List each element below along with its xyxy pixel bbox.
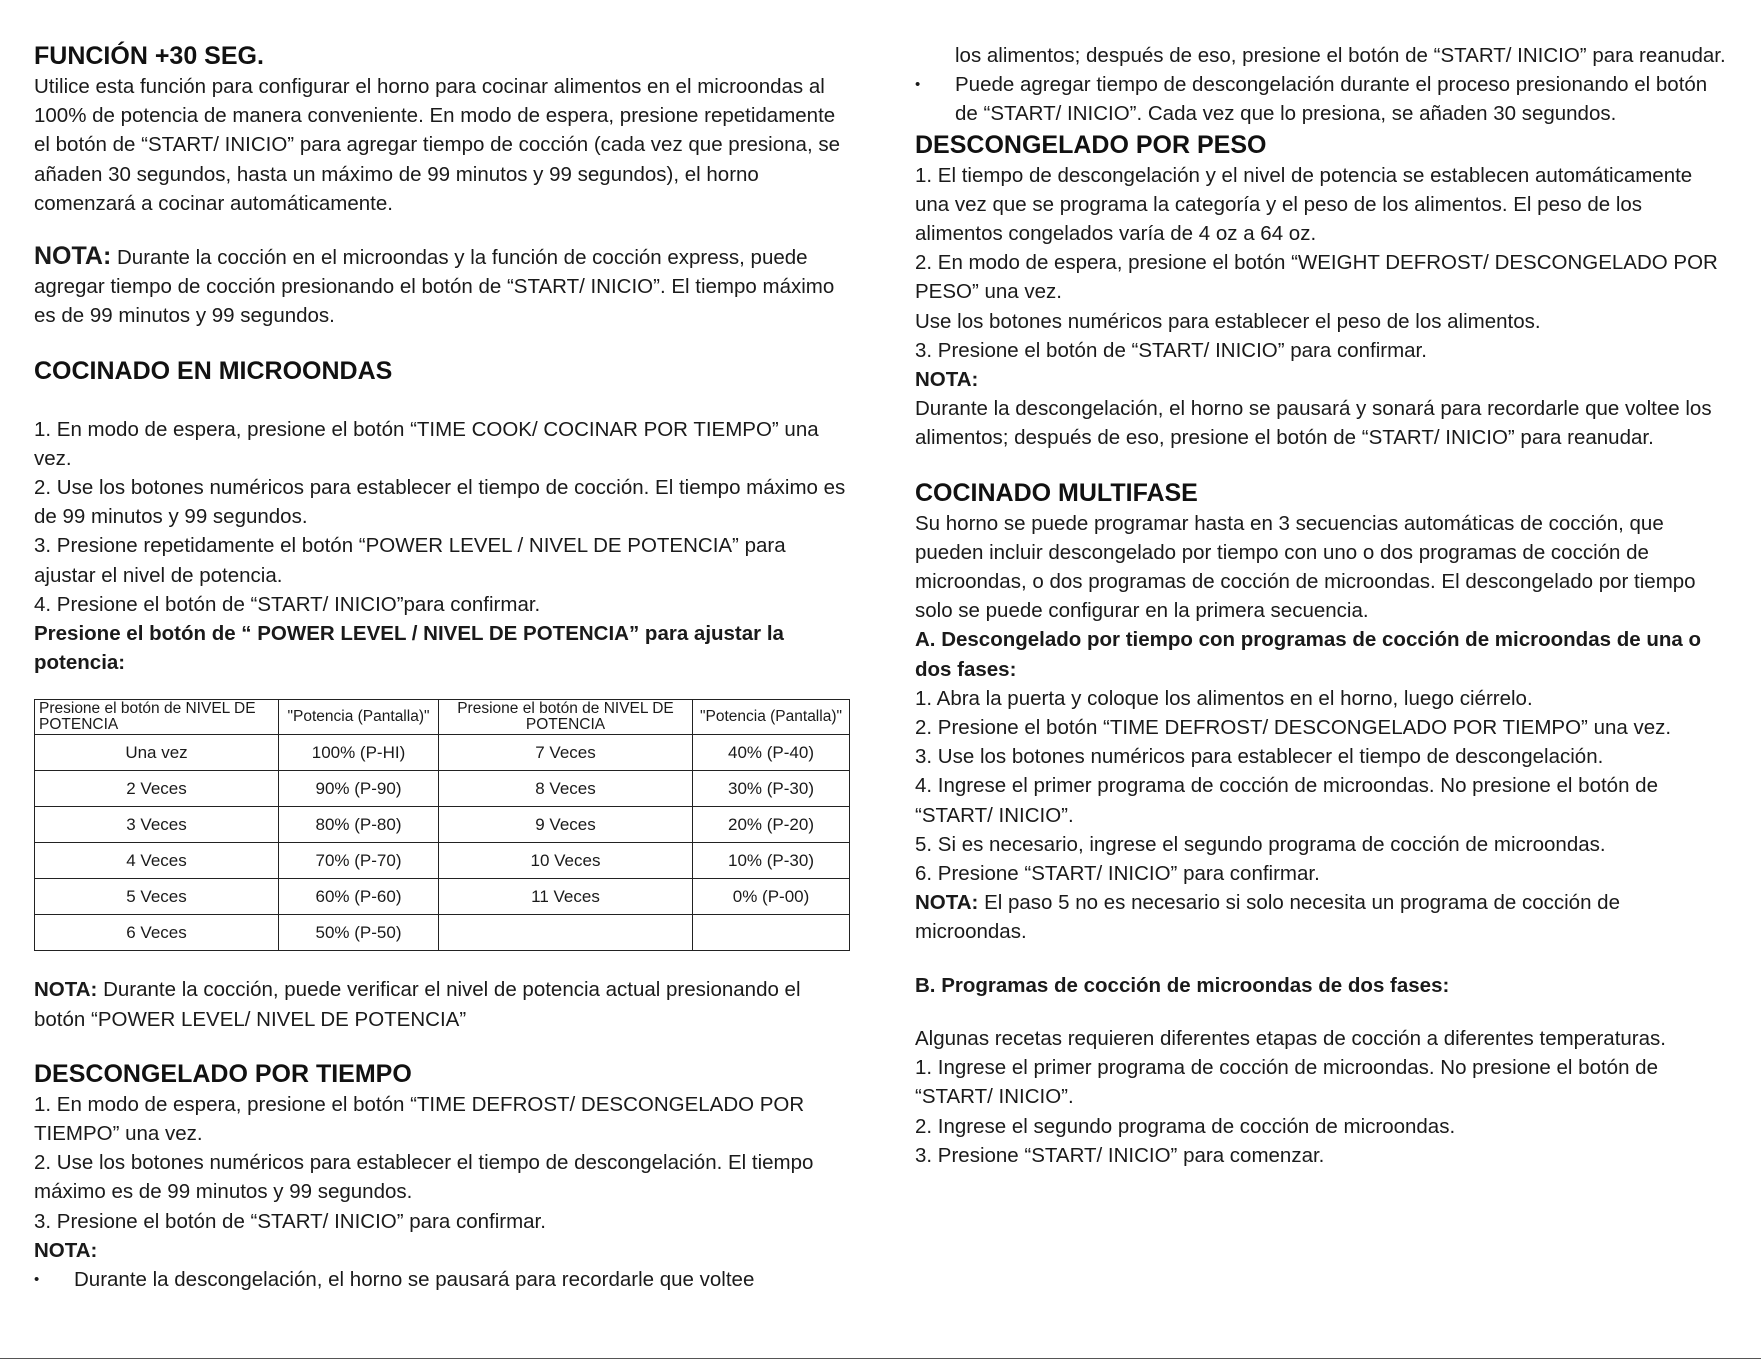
desc-tiempo-bullets-cont (915, 70, 1727, 128)
table-row (35, 735, 850, 771)
table-cell: 6 Veces (35, 915, 279, 951)
funcion-body: Utilice esta función para configurar el horno para cocinar alimentos en el microondas al 100% de potencia de manera conveniente. En modo de espera, presione repetidamente el botón de “START/ INICIO” para agregar tiempo de cocción (cada vez que presiona, se añaden 30 segundos, hasta un máximo de 99 minutos y 99 segundos), el horno comenzará a cocinar automáticamente. (34, 75, 840, 215)
multifase-b-intro: Algunas recetas requieren diferentes etapas de cocción a diferentes temperaturas. (915, 1026, 1666, 1050)
desc-peso-line: Use los botones numéricos para establecer el peso de los alimentos. (915, 309, 1541, 333)
desc-peso-line: 2. En modo de espera, presione el botón “WEIGHT DEFROST/ DESCONGELADO POR PESO” una vez. (915, 251, 1718, 304)
multifase-a-step: 1. Abra la puerta y coloque los alimentos en el horno, luego ciérrelo. (915, 686, 1533, 710)
table-cell: 100% (P-HI) (279, 735, 439, 771)
power-level-table (34, 699, 850, 951)
table-cell: 70% (P-70) (279, 843, 439, 879)
multifase-a-step: 2. Presione el botón “TIME DEFROST/ DESCONGELADO POR TIEMPO” una vez. (915, 716, 1672, 740)
bullet-item: • Durante la descongelación, el horno se pausará para recordarle que voltee (34, 1265, 849, 1294)
table-cell: 60% (P-60) (279, 879, 439, 915)
multifase-a-nota (915, 888, 1727, 946)
table-cell (693, 915, 850, 951)
table-cell: 50% (P-50) (279, 915, 439, 951)
section-title-cocinado: COCINADO EN MICROONDAS (34, 356, 393, 385)
desc-tiempo-step: 1. En modo de espera, presione el botón “TIME DEFROST/ DESCONGELADO POR TIEMPO” una vez. (34, 1092, 805, 1146)
desc-tiempo-step: 2. Use los botones numéricos para establecer el tiempo de descongelación. El tiempo máximo es de 99 minutos y 99 segundos. (34, 1151, 814, 1204)
table-row (35, 915, 850, 951)
section-title-desc-peso: DESCONGELADO POR PESO (915, 130, 1267, 159)
desc-tiempo-nota-label: NOTA: (34, 1238, 98, 1262)
table-cell: 80% (P-80) (279, 807, 439, 843)
table-row (35, 807, 850, 843)
table-row (35, 879, 850, 915)
multifase-b-title: B. Programas de cocción de microondas de dos fases: (915, 973, 1450, 997)
desc-tiempo-bullets (34, 1265, 849, 1294)
table-cell: 9 Veces (439, 807, 693, 843)
nota-1-text: Durante la cocción en el microondas y la función de cocción express, puede agregar tiempo de cocción presionando el botón de “START/ INICIO”. El tiempo máximo es de 99 minutos y 99 segundos. (34, 246, 835, 328)
table-cell: 30% (P-30) (693, 771, 850, 807)
nota-1-label: NOTA: (34, 242, 112, 271)
table-cell: 2 Veces (35, 771, 279, 807)
section-title-multifase: COCINADO MULTIFASE (915, 478, 1198, 507)
table-cell: 3 Veces (35, 807, 279, 843)
table-cell: 40% (P-40) (693, 735, 850, 771)
multifase-a-step: 5. Si es necesario, ingrese el segundo programa de cocción de microondas. (915, 832, 1606, 856)
desc-peso-nota-text: Durante la descongelación, el horno se pausará y sonará para recordarle que voltee los alimentos; después de eso, presione el botón de “START/ INICIO” para reanudar. (915, 397, 1712, 450)
table-header: Presione el botón de NIVEL DE POTENCIA (35, 700, 279, 735)
table-cell: 11 Veces (439, 879, 693, 915)
multifase-a-step: 4. Ingrese el primer programa de cocción de microondas. No presione el botón de “START/ INICIO”. (915, 774, 1658, 827)
nota-2-text: Durante la cocción, puede verificar el nivel de potencia actual presionando el botón “POWER LEVEL/ NIVEL DE POTENCIA” (34, 978, 801, 1031)
multifase-a-step: 3. Use los botones numéricos para establecer el tiempo de descongelación. (915, 745, 1604, 769)
desc-tiempo-step: 3. Presione el botón de “START/ INICIO” para confirmar. (34, 1209, 546, 1233)
multifase-a-title: A. Descongelado por tiempo con programas de cocción de microondas de una o dos fases: (915, 628, 1701, 681)
multifase-a-nota-label: NOTA: (915, 891, 979, 915)
table-cell: 90% (P-90) (279, 771, 439, 807)
left-column (34, 0, 849, 1294)
table-cell: 5 Veces (35, 879, 279, 915)
section-title-funcion: FUNCIÓN +30 SEG. (34, 42, 264, 70)
multifase-b-step: 2. Ingrese el segundo programa de cocción de microondas. (915, 1114, 1456, 1138)
multifase-b-step: 1. Ingrese el primer programa de cocción de microondas. No presione el botón de “START/ INICIO”. (915, 1056, 1658, 1109)
table-cell (439, 915, 693, 951)
multifase-intro: Su horno se puede programar hasta en 3 secuencias automáticas de cocción, que pueden incluir descongelado por tiempo con uno o dos programas de cocción de microondas, o dos programas de cocción de microondas. El descongelado por tiempo solo se puede configurar en la primera secuencia. (915, 511, 1696, 623)
table-header: Presione el botón de NIVEL DE POTENCIA (439, 700, 693, 735)
right-column (915, 0, 1727, 1170)
table-cell: 10 Veces (439, 843, 693, 879)
table-cell: 8 Veces (439, 771, 693, 807)
multifase-a-step: 6. Presione “START/ INICIO” para confirmar. (915, 862, 1320, 886)
cocinado-step: 4. Presione el botón de “START/ INICIO”para confirmar. (34, 592, 541, 616)
multifase-a-nota-text: El paso 5 no es necesario si solo necesita un programa de cocción de microondas. (915, 891, 1620, 944)
cocinado-step: 2. Use los botones numéricos para establecer el tiempo de cocción. El tiempo máximo es de 99 minutos y 99 segundos. (34, 476, 846, 529)
nota-2-label: NOTA: (34, 978, 98, 1002)
table-row (35, 843, 850, 879)
bullet-continuation: los alimentos; después de eso, presione el botón de “START/ INICIO” para reanudar. (955, 44, 1726, 67)
multifase-b-step: 3. Presione “START/ INICIO” para comenzar. (915, 1143, 1325, 1167)
table-cell: 4 Veces (35, 843, 279, 879)
table-cell: Una vez (35, 735, 279, 771)
desc-peso-line: 1. El tiempo de descongelación y el nivel de potencia se establecen automáticamente una vez que se programa la categoría y el peso de los alimentos. El peso de los alimentos congelados varía de 4 oz a 64 oz. (915, 163, 1693, 246)
table-row (35, 771, 850, 807)
table-cell: 10% (P-30) (693, 843, 850, 879)
bullet-item: • Puede agregar tiempo de descongelación durante el proceso presionando el botón de “START/ INICIO”. Cada vez que lo presiona, se añaden 30 segundos. (915, 70, 1727, 128)
page-bottom-rule (0, 1358, 1761, 1359)
table-cell: 0% (P-00) (693, 879, 850, 915)
cocinado-step: 1. En modo de espera, presione el botón “TIME COOK/ COCINAR POR TIEMPO” una vez. (34, 417, 819, 470)
cocinado-step: 3. Presione repetidamente el botón “POWER LEVEL / NIVEL DE POTENCIA” para ajustar el nivel de potencia. (34, 534, 786, 587)
table-header: "Potencia (Pantalla)" (693, 700, 850, 735)
section-title-desc-tiempo: DESCONGELADO POR TIEMPO (34, 1059, 412, 1088)
desc-peso-nota-label: NOTA: (915, 368, 979, 392)
nota-2 (34, 975, 849, 1033)
table-header-row (35, 700, 850, 735)
table-cell: 20% (P-20) (693, 807, 850, 843)
nota-1 (34, 242, 849, 331)
table-header: "Potencia (Pantalla)" (279, 700, 439, 735)
table-cell: 7 Veces (439, 735, 693, 771)
power-level-instruction: Presione el botón de “ POWER LEVEL / NIVEL DE POTENCIA” para ajustar la potencia: (34, 622, 784, 675)
desc-peso-line: 3. Presione el botón de “START/ INICIO” para confirmar. (915, 338, 1427, 362)
